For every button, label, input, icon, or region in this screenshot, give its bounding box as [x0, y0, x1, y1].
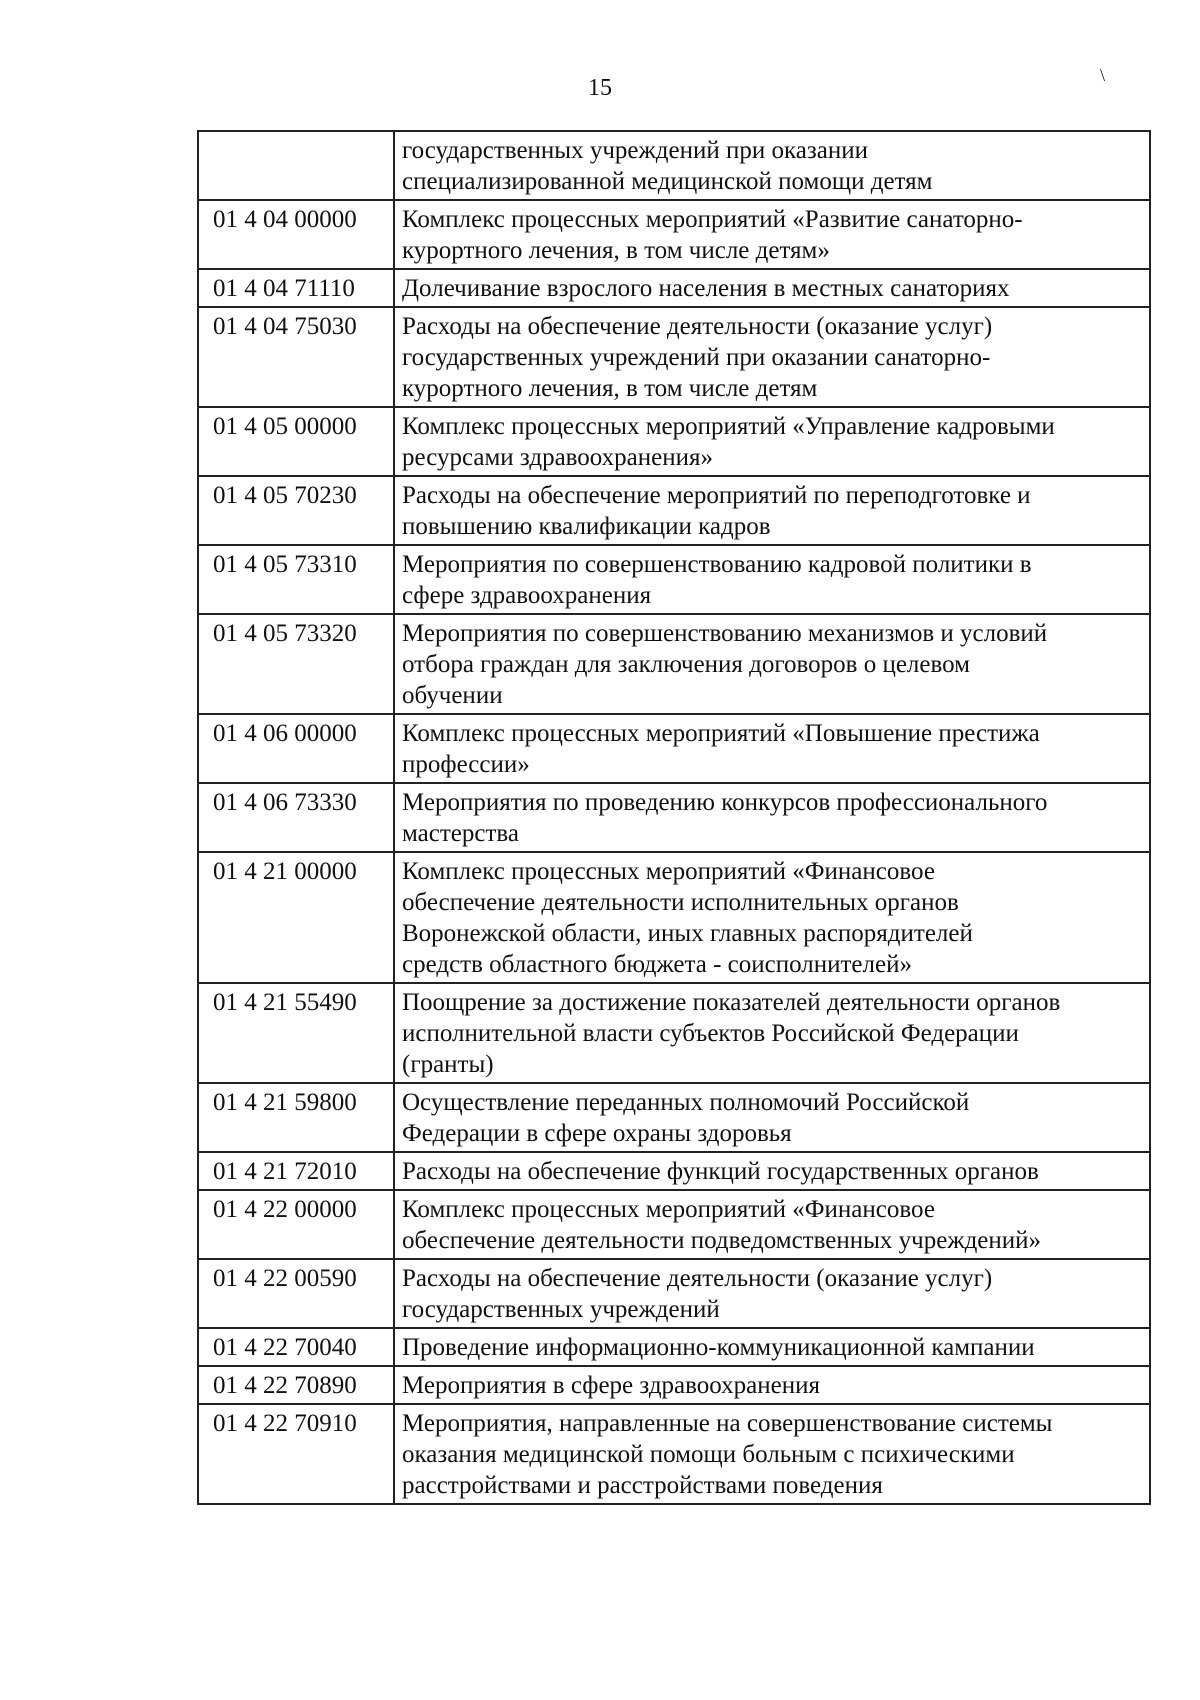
code-cell: 01 4 05 70230: [198, 476, 394, 545]
code-cell: 01 4 06 00000: [198, 714, 394, 783]
table-row: [198, 131, 1150, 200]
code-cell: 01 4 04 75030: [198, 307, 394, 407]
description-cell: Проведение информационно-коммуникационной кампании: [394, 1328, 1150, 1366]
table-row: [198, 1404, 1150, 1504]
description-cell: Комплекс процессных мероприятий «Финансовое обеспечение деятельности исполнительных органов Воронежской области, иных главных распорядителей средств областного бюджета - соисполнителей»: [394, 852, 1150, 983]
table-row: [198, 614, 1150, 714]
table-row: [198, 307, 1150, 407]
table-row: [198, 200, 1150, 269]
code-cell: 01 4 21 00000: [198, 852, 394, 983]
table-row: [198, 1328, 1150, 1366]
description-cell: Поощрение за достижение показателей деятельности органов исполнительной власти субъектов Российской Федерации (гранты): [394, 983, 1150, 1083]
description-cell: Мероприятия, направленные на совершенствование системы оказания медицинской помощи больным с психическими расстройствами и расстройствами поведения: [394, 1404, 1150, 1504]
table-row: [198, 852, 1150, 983]
table-row: [198, 269, 1150, 307]
description-cell: Комплекс процессных мероприятий «Финансовое обеспечение деятельности подведомственных учреждений»: [394, 1190, 1150, 1259]
code-cell: 01 4 05 73320: [198, 614, 394, 714]
code-cell: 01 4 05 73310: [198, 545, 394, 614]
table-row: [198, 1190, 1150, 1259]
code-cell: 01 4 22 00590: [198, 1259, 394, 1328]
table-row: [198, 983, 1150, 1083]
description-cell: Комплекс процессных мероприятий «Управление кадровыми ресурсами здравоохранения»: [394, 407, 1150, 476]
code-cell: 01 4 06 73330: [198, 783, 394, 852]
description-cell: Комплекс процессных мероприятий «Повышение престижа профессии»: [394, 714, 1150, 783]
description-cell: государственных учреждений при оказании специализированной медицинской помощи детям: [394, 131, 1150, 200]
code-cell: 01 4 05 00000: [198, 407, 394, 476]
description-cell: Мероприятия в сфере здравоохранения: [394, 1366, 1150, 1404]
description-cell: Комплекс процессных мероприятий «Развитие санаторно- курортного лечения, в том числе детям»: [394, 200, 1150, 269]
description-cell: Расходы на обеспечение деятельности (оказание услуг) государственных учреждений при оказании санаторно- курортного лечения, в том числе детям: [394, 307, 1150, 407]
description-cell: Осуществление переданных полномочий Российской Федерации в сфере охраны здоровья: [394, 1083, 1150, 1152]
description-cell: Мероприятия по совершенствованию механизмов и условий отбора граждан для заключения договоров о целевом обучении: [394, 614, 1150, 714]
table-row: [198, 1259, 1150, 1328]
table-row: [198, 1152, 1150, 1190]
code-cell: 01 4 22 70890: [198, 1366, 394, 1404]
code-cell: 01 4 04 71110: [198, 269, 394, 307]
description-cell: Расходы на обеспечение деятельности (оказание услуг) государственных учреждений: [394, 1259, 1150, 1328]
code-cell: 01 4 22 70040: [198, 1328, 394, 1366]
code-cell: [198, 131, 394, 200]
code-cell: 01 4 21 55490: [198, 983, 394, 1083]
table-row: [198, 407, 1150, 476]
table-row: [198, 783, 1150, 852]
code-cell: 01 4 21 72010: [198, 1152, 394, 1190]
budget-code-table: [197, 130, 1151, 1505]
code-cell: 01 4 21 59800: [198, 1083, 394, 1152]
table-row: [198, 714, 1150, 783]
code-cell: 01 4 04 00000: [198, 200, 394, 269]
description-cell: Мероприятия по совершенствованию кадровой политики в сфере здравоохранения: [394, 545, 1150, 614]
description-cell: Расходы на обеспечение мероприятий по переподготовке и повышению квалификации кадров: [394, 476, 1150, 545]
scan-mark: \: [1100, 65, 1106, 85]
page-number: 15: [588, 75, 612, 101]
table-row: [198, 545, 1150, 614]
code-cell: 01 4 22 70910: [198, 1404, 394, 1504]
table-row: [198, 476, 1150, 545]
description-cell: Расходы на обеспечение функций государственных органов: [394, 1152, 1150, 1190]
table-row: [198, 1366, 1150, 1404]
description-cell: Долечивание взрослого населения в местных санаториях: [394, 269, 1150, 307]
description-cell: Мероприятия по проведению конкурсов профессионального мастерства: [394, 783, 1150, 852]
code-cell: 01 4 22 00000: [198, 1190, 394, 1259]
table-row: [198, 1083, 1150, 1152]
